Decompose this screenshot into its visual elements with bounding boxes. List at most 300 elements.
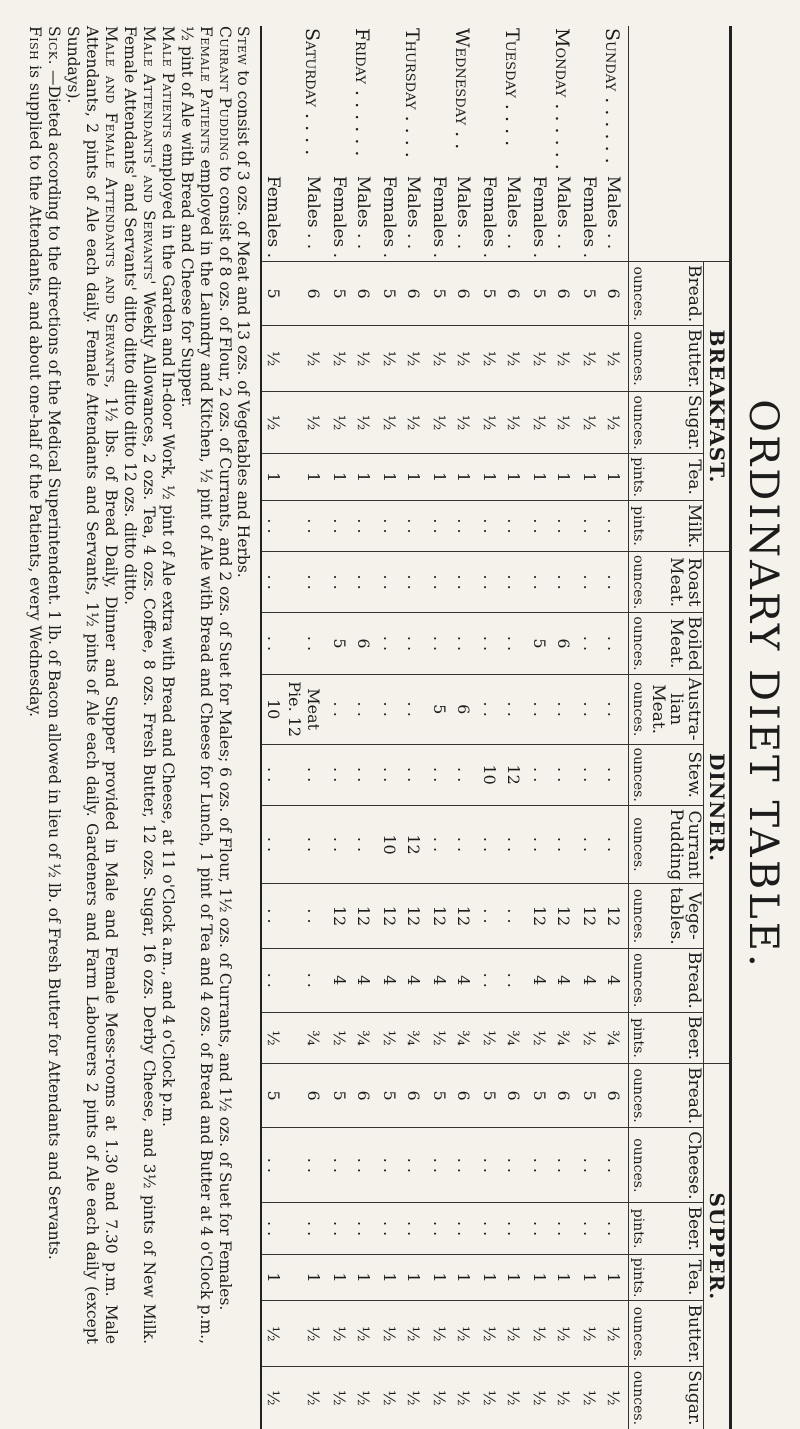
diet-cell: ½ — [284, 326, 328, 392]
diet-cell: . . — [261, 500, 284, 551]
day-label — [578, 26, 600, 173]
diet-cell: ½ — [328, 391, 350, 453]
diet-cell: . . — [478, 884, 500, 948]
diet-cell: . . — [500, 613, 528, 675]
diet-cell: . . — [578, 1203, 600, 1254]
diet-cell: 4 — [550, 948, 578, 1012]
diet-cell: . . — [328, 1203, 350, 1254]
diet-cell: 6 — [550, 262, 578, 326]
diet-cell: 10 — [478, 744, 500, 805]
diet-cell: 6 — [350, 1064, 378, 1128]
diet-cell: ½ — [550, 1301, 578, 1367]
table-row — [400, 26, 428, 1429]
diet-cell: ½ — [578, 1367, 600, 1429]
diet-cell: . . — [450, 744, 478, 805]
column-header: Austra-lian Meat. — [647, 674, 703, 744]
column-header: Milk. — [647, 500, 703, 551]
diet-cell: 5 — [378, 262, 400, 326]
diet-cell: ½ — [450, 1367, 478, 1429]
sex-label: Males . . — [400, 173, 428, 262]
diet-cell: . . — [578, 613, 600, 675]
diet-cell: . . — [450, 500, 478, 551]
diet-cell: ½ — [378, 1367, 400, 1429]
diet-cell: 1 — [578, 1254, 600, 1301]
day-label — [328, 26, 350, 173]
diet-cell: 6 — [350, 262, 378, 326]
diet-cell: 1 — [600, 454, 629, 501]
column-unit: pints. — [629, 454, 648, 501]
diet-cell: . . — [550, 551, 578, 612]
diet-cell: ½ — [600, 1367, 629, 1429]
diet-cell: 12 — [328, 884, 350, 948]
diet-cell: . . — [284, 551, 328, 612]
diet-cell: . . — [578, 744, 600, 805]
diet-cell: 1 — [528, 454, 550, 501]
diet-cell: . . — [428, 613, 450, 675]
diet-cell: 1 — [550, 1254, 578, 1301]
diet-cell: 12 — [528, 884, 550, 948]
diet-cell: 1 — [328, 1254, 350, 1301]
note-paragraph — [177, 26, 215, 1344]
diet-cell: 1 — [578, 454, 600, 501]
diet-cell: ½ — [261, 1367, 284, 1429]
diet-cell: 5 — [328, 613, 350, 675]
column-header: Sugar. — [647, 1367, 703, 1429]
sex-label: Females . — [428, 173, 450, 262]
diet-cell: . . — [328, 551, 350, 612]
diet-cell: . . — [578, 500, 600, 551]
diet-cell: 5 — [578, 1064, 600, 1128]
table-row — [528, 26, 550, 1429]
diet-cell: . . — [284, 948, 328, 1012]
diet-cell: ½ — [428, 391, 450, 453]
column-header: Butter. — [647, 326, 703, 392]
diet-cell: . . — [428, 1203, 450, 1254]
diet-cell: ½ — [261, 326, 284, 392]
diet-cell: 4 — [450, 948, 478, 1012]
diet-cell: 6 — [550, 613, 578, 675]
diet-cell: ½ — [600, 391, 629, 453]
diet-cell: . . — [528, 1203, 550, 1254]
note-paragraph — [45, 26, 64, 1344]
column-unit: ounces. — [629, 948, 648, 1012]
supper-group-header: SUPPER. — [704, 1064, 731, 1429]
diet-cell: . . — [261, 948, 284, 1012]
diet-cell: 1 — [328, 454, 350, 501]
diet-cell: ½ — [578, 391, 600, 453]
note-paragraph — [63, 26, 120, 1344]
diet-cell: ½ — [328, 1301, 350, 1367]
diet-cell: . . — [478, 551, 500, 612]
diet-cell: ½ — [500, 326, 528, 392]
breakfast-group-header: BREAKFAST. — [704, 262, 731, 552]
sex-label: Males . . — [600, 173, 629, 262]
diet-cell: 1 — [500, 454, 528, 501]
diet-cell: . . — [378, 744, 400, 805]
column-header: Bread. — [647, 262, 703, 326]
diet-cell: ½ — [328, 1367, 350, 1429]
notes-section — [26, 26, 253, 1344]
diet-cell: 1 — [428, 454, 450, 501]
diet-cell: . . — [400, 674, 428, 744]
diet-cell: . . — [378, 551, 400, 612]
table-row — [428, 26, 450, 1429]
diet-cell: . . — [500, 805, 528, 883]
diet-cell: 12 — [378, 884, 400, 948]
day-label: Thursday . . . . — [401, 28, 424, 158]
column-unit: pints. — [629, 1012, 648, 1063]
diet-cell: 1 — [378, 1254, 400, 1301]
note-text: 1½ lbs. of Bread Daily, Dinner and Supper provided in Male and Female Mess-rooms at 1.30 and 7.30 p.m. Male Attendants, 2 pints of Ale each daily. Female Attendants and Servants, 1½ pints of Ale each daily. Gardeners and Farm Labourers 2 pints of Ale each daily (except Sundays). — [64, 26, 121, 1344]
diet-cell: 4 — [428, 948, 450, 1012]
sex-label: Females . — [578, 173, 600, 262]
column-header: Roast Meat. — [647, 551, 703, 612]
diet-cell: . . — [284, 1128, 328, 1203]
diet-cell: ½ — [550, 326, 578, 392]
diet-cell: . . — [378, 1128, 400, 1203]
diet-cell: ½ — [350, 1301, 378, 1367]
diet-cell: . . — [528, 500, 550, 551]
diet-cell: 1 — [450, 454, 478, 501]
diet-cell: 6 — [500, 262, 528, 326]
column-unit: ounces. — [629, 884, 648, 948]
diet-cell: ½ — [450, 326, 478, 392]
table-row — [450, 26, 478, 1429]
diet-cell: . . — [478, 500, 500, 551]
sex-label: Females . — [478, 173, 500, 262]
diet-cell: . . — [328, 744, 350, 805]
diet-cell: Meat Pie. 12 — [284, 674, 328, 744]
diet-cell: ½ — [350, 1367, 378, 1429]
diet-cell: . . — [400, 744, 428, 805]
table-row — [350, 26, 378, 1429]
sex-label: Males . . — [450, 173, 478, 262]
diet-cell: 1 — [550, 454, 578, 501]
diet-cell: 6 — [600, 1064, 629, 1128]
day-label: Friday . . . . . . — [351, 28, 374, 157]
diet-cell: . . — [528, 805, 550, 883]
diet-cell: . . — [350, 1128, 378, 1203]
diet-cell: . . — [350, 551, 378, 612]
diet-cell: . . — [528, 674, 550, 744]
diet-cell: . . — [450, 805, 478, 883]
diet-cell: 1 — [261, 454, 284, 501]
diet-cell: . . — [328, 805, 350, 883]
column-unit: ounces. — [629, 326, 648, 392]
diet-cell: . . — [450, 1203, 478, 1254]
column-header: Sugar. — [647, 391, 703, 453]
diet-cell: . . — [550, 500, 578, 551]
diet-cell: ½ — [450, 391, 478, 453]
diet-cell: 5 — [328, 262, 350, 326]
diet-cell: . . — [600, 613, 629, 675]
diet-cell: 10 — [261, 674, 284, 744]
diet-cell: . . — [428, 551, 450, 612]
diet-cell: 1 — [284, 454, 328, 501]
diet-cell: ½ — [400, 391, 428, 453]
diet-cell: . . — [600, 551, 629, 612]
diet-cell: . . — [428, 805, 450, 883]
diet-cell: 1 — [450, 1254, 478, 1301]
diet-cell: . . — [600, 744, 629, 805]
day-label: Saturday . . . . — [301, 28, 324, 156]
diet-cell: . . — [478, 674, 500, 744]
diet-cell: ½ — [328, 1012, 350, 1063]
column-header: Beer. — [647, 1012, 703, 1063]
diet-cell: . . — [450, 551, 478, 612]
diet-cell: ½ — [400, 1367, 428, 1429]
diet-cell: ¾ — [500, 1012, 528, 1063]
sex-label: Males . . — [350, 173, 378, 262]
note-lead: Currant Pudding — [215, 26, 234, 162]
column-unit: pints. — [629, 1203, 648, 1254]
column-unit: pints. — [629, 1254, 648, 1301]
diet-cell: ½ — [478, 1301, 500, 1367]
note-lead: Stew — [234, 26, 253, 66]
table-row — [478, 26, 500, 1429]
diet-cell: ¾ — [400, 1012, 428, 1063]
diet-cell: ½ — [378, 326, 400, 392]
diet-cell: 5 — [428, 674, 450, 744]
diet-cell: . . — [578, 1128, 600, 1203]
day-label: Monday . . . . . . — [551, 28, 574, 170]
note-text: Weekly Allowances, 2 ozs. Tea, 4 ozs. Coffee, 8 ozs. Fresh Butter, 12 ozs. Sugar, 16 ozs. Derby Cheese, and 3½ pints of New Milk. Female Attendants' and Servants' ditto ditto ditto ditto 12 ozs. ditto ditto. — [121, 26, 158, 1344]
diet-cell: . . — [284, 1203, 328, 1254]
diet-cell: 12 — [428, 884, 450, 948]
diet-cell: . . — [378, 1203, 400, 1254]
column-header: Boiled Meat. — [647, 613, 703, 675]
day-column-header — [647, 26, 730, 262]
day-label — [428, 26, 450, 173]
column-header: Butter. — [647, 1301, 703, 1367]
diet-cell: . . — [550, 1203, 578, 1254]
diet-cell: . . — [500, 674, 528, 744]
note-text: is supplied to the Attendants, and about one-half of the Patients, every Wednesday. — [26, 65, 45, 718]
diet-cell: . . — [550, 744, 578, 805]
table-row — [378, 26, 400, 1429]
diet-cell: . . — [400, 551, 428, 612]
table-row — [261, 26, 284, 1429]
table-row — [284, 26, 328, 1429]
column-unit: ounces. — [629, 1128, 648, 1203]
diet-cell: . . — [500, 884, 528, 948]
diet-cell: . . — [600, 674, 629, 744]
diet-cell: . . — [400, 1128, 428, 1203]
diet-cell: . . — [478, 1128, 500, 1203]
diet-cell: . . — [450, 613, 478, 675]
diet-cell: 5 — [378, 1064, 400, 1128]
diet-cell: ½ — [500, 1367, 528, 1429]
diet-cell: 5 — [528, 613, 550, 675]
diet-cell: . . — [500, 1203, 528, 1254]
diet-cell: ½ — [284, 391, 328, 453]
diet-cell: . . — [261, 551, 284, 612]
diet-cell: 1 — [478, 454, 500, 501]
note-lead: Male Attendants' and Servants' — [139, 26, 158, 286]
diet-cell: ½ — [478, 391, 500, 453]
diet-cell: 4 — [350, 948, 378, 1012]
diet-cell: 1 — [378, 454, 400, 501]
diet-cell: ½ — [528, 391, 550, 453]
dinner-group-header: DINNER. — [704, 551, 731, 1063]
diet-cell: . . — [350, 744, 378, 805]
diet-cell: ¾ — [450, 1012, 478, 1063]
column-unit: ounces. — [629, 613, 648, 675]
diet-cell: ½ — [578, 1301, 600, 1367]
column-unit: pints. — [629, 500, 648, 551]
diet-cell: . . — [261, 884, 284, 948]
note-paragraph — [120, 26, 158, 1344]
sex-label: Males . . — [550, 173, 578, 262]
diet-cell: . . — [284, 500, 328, 551]
diet-cell: . . — [478, 948, 500, 1012]
diet-cell: . . — [550, 674, 578, 744]
diet-cell: ½ — [428, 1012, 450, 1063]
column-unit: ounces. — [629, 805, 648, 883]
diet-cell: . . — [578, 674, 600, 744]
diet-cell: 6 — [550, 1064, 578, 1128]
diet-cell: 6 — [284, 1064, 328, 1128]
diet-cell: 6 — [450, 262, 478, 326]
diet-cell: 6 — [350, 613, 378, 675]
diet-cell: 6 — [284, 262, 328, 326]
diet-cell: 12 — [400, 884, 428, 948]
diet-cell: 12 — [600, 884, 629, 948]
diet-cell: 1 — [428, 1254, 450, 1301]
diet-cell: 1 — [600, 1254, 629, 1301]
diet-cell: ¾ — [284, 1012, 328, 1063]
diet-cell: ½ — [550, 1367, 578, 1429]
diet-cell: ¾ — [350, 1012, 378, 1063]
table-row — [500, 26, 528, 1429]
diet-cell: 1 — [478, 1254, 500, 1301]
diet-cell: . . — [261, 1128, 284, 1203]
diet-cell: 5 — [328, 1064, 350, 1128]
diet-cell: . . — [261, 613, 284, 675]
diet-cell: 1 — [350, 1254, 378, 1301]
sex-label: Females . — [328, 173, 350, 262]
diet-cell: ½ — [400, 326, 428, 392]
diet-cell: ½ — [378, 391, 400, 453]
diet-cell: 6 — [400, 1064, 428, 1128]
sex-label: Females . — [378, 173, 400, 262]
diet-cell: ½ — [350, 391, 378, 453]
diet-cell: . . — [284, 884, 328, 948]
day-label — [528, 26, 550, 173]
diet-cell: 12 — [450, 884, 478, 948]
diet-cell: . . — [528, 744, 550, 805]
diet-cell: 12 — [400, 805, 428, 883]
diet-cell: ½ — [578, 326, 600, 392]
diet-cell: ½ — [328, 326, 350, 392]
diet-cell: ½ — [550, 391, 578, 453]
diet-cell: . . — [600, 500, 629, 551]
table-row — [578, 26, 600, 1429]
diet-cell: 12 — [578, 884, 600, 948]
diet-cell: 5 — [528, 1064, 550, 1128]
diet-cell: 12 — [500, 744, 528, 805]
diet-cell: ½ — [478, 1012, 500, 1063]
diet-cell: 4 — [600, 948, 629, 1012]
column-unit: ounces. — [629, 674, 648, 744]
diet-cell: . . — [578, 805, 600, 883]
diet-cell: . . — [328, 500, 350, 551]
table-row — [600, 26, 629, 1429]
diet-cell: 6 — [450, 674, 478, 744]
table-row — [550, 26, 578, 1429]
diet-cell: ½ — [600, 1301, 629, 1367]
note-lead: Female Patients — [196, 26, 215, 155]
diet-cell: 6 — [600, 262, 629, 326]
diet-cell: . . — [428, 500, 450, 551]
day-label — [261, 26, 284, 173]
diet-cell: 1 — [400, 454, 428, 501]
diet-cell: ½ — [500, 391, 528, 453]
diet-cell: ½ — [528, 326, 550, 392]
diet-cell: 1 — [400, 1254, 428, 1301]
diet-cell: . . — [350, 500, 378, 551]
diet-cell: 12 — [550, 884, 578, 948]
diet-cell: 5 — [478, 262, 500, 326]
column-unit: ounces. — [629, 1301, 648, 1367]
column-header: Tea. — [647, 1254, 703, 1301]
diet-cell: ¾ — [600, 1012, 629, 1063]
diet-cell: ½ — [528, 1367, 550, 1429]
column-header: Tea. — [647, 454, 703, 501]
diet-cell: 12 — [350, 884, 378, 948]
column-unit: ounces. — [629, 551, 648, 612]
diet-cell: . . — [284, 744, 328, 805]
note-lead: Male Patients — [158, 26, 177, 139]
diet-cell: 6 — [450, 1064, 478, 1128]
column-header: Cheese. — [647, 1128, 703, 1203]
diet-cell: ½ — [478, 326, 500, 392]
note-text: to consist of 3 ozs. of Meat and 13 ozs. of Vegetables and Herbs. — [234, 70, 253, 578]
diet-cell: ½ — [428, 1367, 450, 1429]
diet-cell: . . — [400, 1203, 428, 1254]
column-header: Vege-tables. — [647, 884, 703, 948]
diet-cell: . . — [378, 674, 400, 744]
diet-cell: 5 — [428, 1064, 450, 1128]
diet-cell: . . — [528, 1128, 550, 1203]
column-header: Bread. — [647, 1064, 703, 1128]
diet-cell: 4 — [578, 948, 600, 1012]
note-paragraph — [26, 26, 45, 1344]
diet-cell: 5 — [478, 1064, 500, 1128]
diet-cell: . . — [261, 805, 284, 883]
diet-cell: . . — [600, 1203, 629, 1254]
column-header: Bread. — [647, 948, 703, 1012]
diet-cell: ½ — [500, 1301, 528, 1367]
diet-cell: . . — [478, 613, 500, 675]
diet-cell: ½ — [400, 1301, 428, 1367]
diet-cell: . . — [328, 1128, 350, 1203]
diet-cell: . . — [400, 500, 428, 551]
diet-cell: ¾ — [550, 1012, 578, 1063]
page-title: ORDINARY DIET TABLE. — [740, 399, 786, 970]
diet-cell: 4 — [400, 948, 428, 1012]
diet-cell: . . — [500, 551, 528, 612]
diet-cell: ½ — [261, 1012, 284, 1063]
note-lead: Fish — [26, 26, 45, 61]
diet-cell: . . — [478, 805, 500, 883]
diet-cell: ½ — [578, 1012, 600, 1063]
diet-cell: 6 — [400, 262, 428, 326]
diet-cell: ½ — [478, 1367, 500, 1429]
diet-cell: . . — [284, 805, 328, 883]
diet-cell: ½ — [284, 1367, 328, 1429]
diet-cell: . . — [600, 805, 629, 883]
